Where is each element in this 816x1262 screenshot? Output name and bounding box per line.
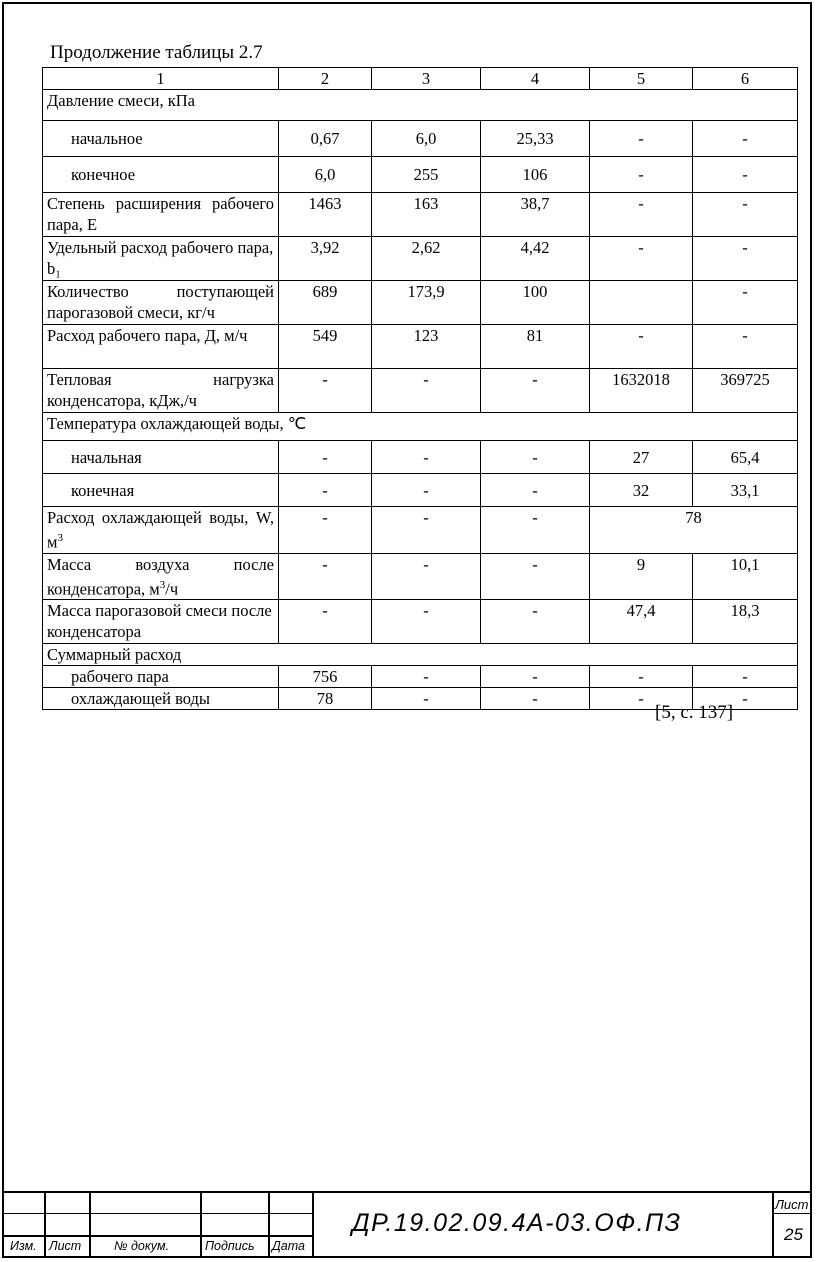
cell: 9	[590, 553, 693, 600]
row-label: Тепловая нагрузка конденсатора, кДж,/ч	[43, 369, 279, 413]
table-row	[43, 157, 798, 193]
stamp-docno-label: № докум.	[114, 1239, 170, 1253]
superscript: 3	[57, 532, 63, 544]
cell: -	[693, 666, 798, 688]
cell: 4,42	[481, 237, 590, 281]
cell: -	[590, 666, 693, 688]
superscript: 3	[159, 578, 166, 591]
cell: -	[590, 193, 693, 237]
title-block-row-line	[2, 1235, 312, 1237]
cell: 255	[372, 157, 481, 193]
cell: -	[372, 666, 481, 688]
table-row	[43, 441, 798, 474]
row-label: рабочего пара	[43, 666, 279, 688]
row-label: Количество поступающей парогазовой смеси, кг/ч	[43, 281, 279, 325]
column-header: 5	[590, 68, 693, 90]
row-label: Масса парогазовой смеси после конденсатора	[43, 600, 279, 644]
cell: 0,67	[279, 121, 372, 157]
cell: -	[279, 441, 372, 474]
cell	[590, 281, 693, 325]
cell: -	[372, 507, 481, 554]
cell: 369725	[693, 369, 798, 413]
cell: -	[279, 369, 372, 413]
cell: 549	[279, 325, 372, 369]
cell: -	[693, 157, 798, 193]
cell: 10,1	[693, 553, 798, 600]
row-label: конечное	[43, 157, 279, 193]
cell: 756	[279, 666, 372, 688]
cell: 78	[590, 507, 798, 554]
column-header: 1	[43, 68, 279, 90]
section-header: Суммарный расход	[43, 644, 798, 666]
cell: -	[481, 441, 590, 474]
source-reference: [5, с. 137]	[655, 702, 734, 723]
cell: -	[481, 474, 590, 507]
cell: -	[693, 325, 798, 369]
stamp-list-label: Лист	[49, 1239, 82, 1253]
table-row	[43, 369, 798, 413]
row-label: Степень расширения рабочего пара, Е	[43, 193, 279, 237]
cell: 3,92	[279, 237, 372, 281]
column-header: 3	[372, 68, 481, 90]
stamp-date-label: Дата	[272, 1239, 305, 1253]
row-label: Расход рабочего пара, Д, м/ч	[43, 325, 279, 369]
cell: -	[590, 688, 693, 710]
row-label-suffix: /ч	[165, 579, 179, 598]
cell: 1632018	[590, 369, 693, 413]
cell: -	[590, 237, 693, 281]
table-row	[43, 644, 798, 666]
title-block-col-line	[89, 1191, 91, 1258]
cell: 32	[590, 474, 693, 507]
row-label-text: Расход охлаждающей воды, W, м	[47, 508, 274, 552]
cell: 689	[279, 281, 372, 325]
cell: 106	[481, 157, 590, 193]
title-block-col-line	[312, 1191, 314, 1258]
table-row	[43, 474, 798, 507]
sheet-label: Лист	[775, 1197, 809, 1212]
cell: 6,0	[372, 121, 481, 157]
title-block-col-line	[772, 1191, 774, 1258]
table-row	[43, 281, 798, 325]
table-row	[43, 666, 798, 688]
column-header: 4	[481, 68, 590, 90]
cell: -	[372, 553, 481, 600]
cell: 47,4	[590, 600, 693, 644]
table-caption: Продолжение таблицы 2.7	[50, 42, 263, 63]
cell: -	[372, 441, 481, 474]
cell: 65,4	[693, 441, 798, 474]
row-label	[43, 507, 279, 554]
cell: -	[279, 553, 372, 600]
cell: -	[481, 600, 590, 644]
cell: 1463	[279, 193, 372, 237]
cell: -	[279, 600, 372, 644]
cell: -	[481, 507, 590, 554]
cell: -	[481, 688, 590, 710]
sheet-number: 25	[784, 1225, 803, 1244]
cell: -	[481, 666, 590, 688]
stamp-sign-label: Подпись	[205, 1239, 255, 1253]
table-row	[43, 193, 798, 237]
table-row	[43, 121, 798, 157]
row-label-text: Масса воздуха после конденсатора, м	[47, 554, 274, 598]
title-block-sheet-line	[772, 1213, 812, 1214]
cell: -	[372, 369, 481, 413]
cell: -	[590, 121, 693, 157]
cell: 123	[372, 325, 481, 369]
cell: -	[590, 157, 693, 193]
cell: 38,7	[481, 193, 590, 237]
cell: -	[693, 688, 798, 710]
cell: -	[481, 369, 590, 413]
row-label: охлаждающей воды	[43, 688, 279, 710]
table-row	[43, 90, 798, 121]
cell: -	[590, 325, 693, 369]
cell: 18,3	[693, 600, 798, 644]
cell: -	[693, 121, 798, 157]
title-block	[2, 1191, 812, 1258]
cell: -	[481, 553, 590, 600]
cell: 33,1	[693, 474, 798, 507]
row-label: Удельный расход рабочего пара, b₁	[43, 237, 279, 281]
data-table	[42, 67, 798, 710]
cell: -	[693, 193, 798, 237]
cell: 173,9	[372, 281, 481, 325]
cell: 78	[279, 688, 372, 710]
column-header: 6	[693, 68, 798, 90]
title-block-col-line	[268, 1191, 270, 1258]
section-header: Температура охлаждающей воды, ℃	[43, 413, 798, 441]
table-row	[43, 553, 798, 600]
cell: -	[693, 237, 798, 281]
stamp-izm-label: Изм.	[10, 1239, 37, 1253]
table-row	[43, 413, 798, 441]
cell: 163	[372, 193, 481, 237]
table-row	[43, 600, 798, 644]
cell: -	[279, 507, 372, 554]
table-header-row	[43, 68, 798, 90]
table-row	[43, 507, 798, 554]
cell: -	[693, 281, 798, 325]
cell: -	[372, 474, 481, 507]
row-label	[43, 553, 279, 600]
cell: -	[372, 688, 481, 710]
table-row	[43, 325, 798, 369]
section-header: Давление смеси, кПа	[43, 90, 798, 121]
document-code: ДР.19.02.09.4А-03.ОФ.ПЗ	[352, 1209, 682, 1237]
title-block-col-line	[200, 1191, 202, 1258]
cell: 6,0	[279, 157, 372, 193]
cell: -	[279, 474, 372, 507]
cell: 27	[590, 441, 693, 474]
cell: 100	[481, 281, 590, 325]
column-header: 2	[279, 68, 372, 90]
cell: 81	[481, 325, 590, 369]
cell: -	[372, 600, 481, 644]
title-block-col-line	[44, 1191, 46, 1258]
cell: 2,62	[372, 237, 481, 281]
title-block-top-border	[2, 1191, 810, 1193]
row-label: начальная	[43, 441, 279, 474]
table-row	[43, 237, 798, 281]
row-label: начальное	[43, 121, 279, 157]
title-block-row-line	[2, 1213, 312, 1214]
cell: 25,33	[481, 121, 590, 157]
row-label: конечная	[43, 474, 279, 507]
